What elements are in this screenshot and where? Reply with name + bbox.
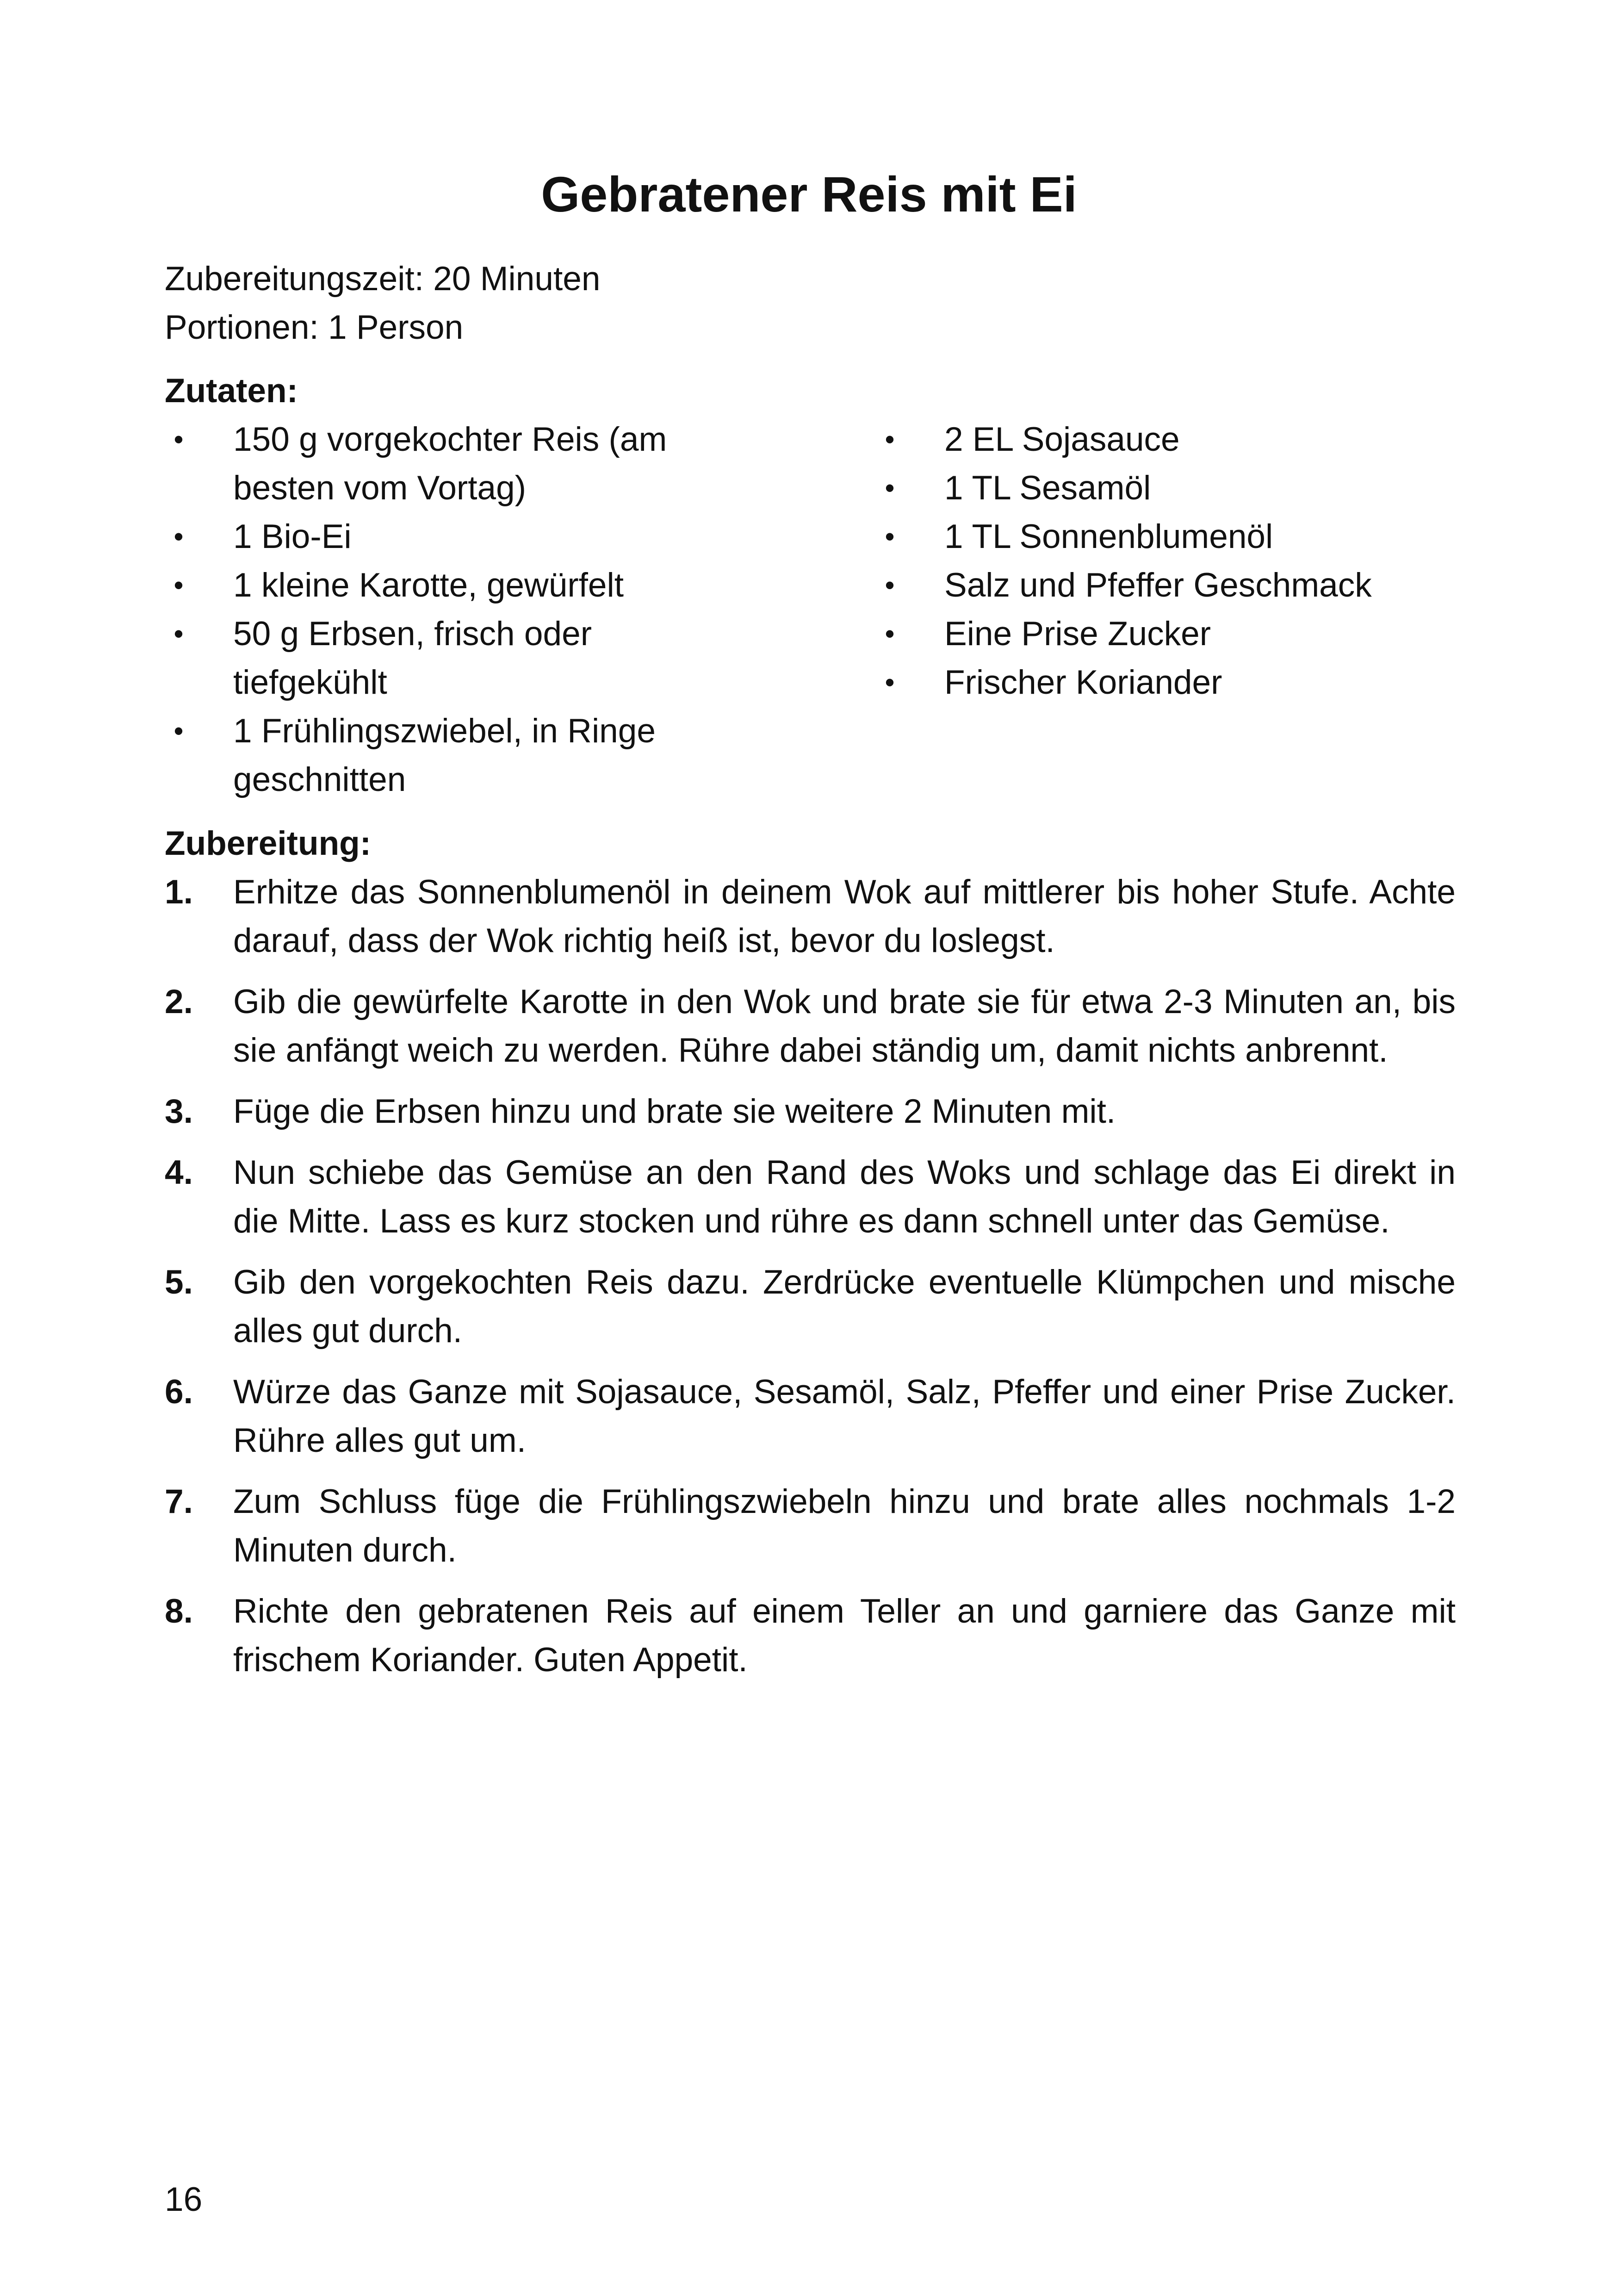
step-number: 3. (165, 1093, 193, 1130)
ingredients-list-right (876, 415, 1477, 707)
bullet-icon: • (885, 473, 895, 504)
bullet-icon: • (174, 521, 184, 552)
step-item (165, 1148, 1456, 1245)
step-number: 1. (165, 873, 193, 911)
step-number: 6. (165, 1373, 193, 1411)
ingredient-item (876, 561, 1477, 610)
bullet-icon: • (174, 424, 184, 455)
ingredient-text: Frischer Koriander (944, 664, 1222, 701)
step-text: Erhitze das Sonnenblumenöl in deinem Wok auf mittlerer bis hoher Stufe. Achte darauf, dass der Wok richtig heiß ist, bevor du loslegst. (233, 873, 1456, 959)
ingredient-text: 1 TL Sesamöl (944, 469, 1151, 507)
step-number: 4. (165, 1154, 193, 1191)
bullet-icon: • (885, 667, 895, 698)
ingredient-item (876, 512, 1477, 561)
ingredient-item (165, 707, 734, 804)
bullet-icon: • (174, 618, 184, 649)
servings: Portionen: 1 Person (165, 309, 464, 346)
step-item (165, 1258, 1456, 1355)
step-text: Nun schiebe das Gemüse an den Rand des Woks und schlage das Ei direkt in die Mitte. Lass es kurz stocken und rühre es dann schnell unter das Gemüse. (233, 1154, 1456, 1240)
bullet-icon: • (885, 618, 895, 649)
step-item (165, 1368, 1456, 1465)
ingredient-item (876, 610, 1477, 658)
preparation-heading: Zubereitung: (165, 825, 372, 862)
step-text: Zum Schluss füge die Frühlingszwiebeln hinzu und brate alles nochmals 1-2 Minuten durch. (233, 1483, 1456, 1569)
step-number: 8. (165, 1593, 193, 1630)
ingredient-text: 1 Frühlingszwiebel, in Ringe geschnitten (233, 712, 656, 798)
bullet-icon: • (885, 424, 895, 455)
step-number: 5. (165, 1263, 193, 1301)
ingredient-text: Eine Prise Zucker (944, 615, 1211, 653)
preparation-steps (165, 868, 1456, 1697)
step-text: Gib den vorgekochten Reis dazu. Zerdrücke eventuelle Klümpchen und mische alles gut durch. (233, 1263, 1456, 1350)
step-number: 7. (165, 1483, 193, 1520)
page-number: 16 (165, 2181, 203, 2218)
ingredient-item (165, 512, 734, 561)
step-number: 2. (165, 983, 193, 1020)
step-item (165, 1587, 1456, 1684)
ingredient-item (876, 464, 1477, 512)
prep-time: Zubereitungszeit: 20 Minuten (165, 260, 601, 298)
ingredient-text: 150 g vorgekochter Reis (am besten vom Vortag) (233, 421, 667, 507)
ingredient-item (165, 561, 734, 610)
ingredient-text: 1 Bio-Ei (233, 518, 352, 555)
recipe-meta (165, 255, 600, 352)
ingredient-text: 1 TL Sonnenblumenöl (944, 518, 1273, 555)
step-item (165, 868, 1456, 965)
ingredient-text: Salz und Pfeffer Geschmack (944, 566, 1372, 604)
ingredient-item (876, 658, 1477, 707)
ingredient-item (165, 610, 734, 707)
bullet-icon: • (174, 570, 184, 601)
ingredients-heading: Zutaten: (165, 372, 298, 410)
step-item (165, 1477, 1456, 1574)
bullet-icon: • (885, 521, 895, 552)
bullet-icon: • (885, 570, 895, 601)
step-item (165, 1087, 1456, 1136)
bullet-icon: • (174, 716, 184, 747)
ingredient-text: 50 g Erbsen, frisch oder tiefgekühlt (233, 615, 592, 701)
step-text: Gib die gewürfelte Karotte in den Wok und brate sie für etwa 2-3 Minuten an, bis sie anfängt weich zu werden. Rühre dabei ständig um, damit nichts anbrennt. (233, 983, 1456, 1069)
ingredient-item (165, 415, 734, 512)
step-text: Würze das Ganze mit Sojasauce, Sesamöl, Salz, Pfeffer und einer Prise Zucker. Rühre alles gut um. (233, 1373, 1456, 1459)
ingredient-text: 1 kleine Karotte, gewürfelt (233, 566, 624, 604)
ingredients-list-left (165, 415, 734, 804)
ingredient-item (876, 415, 1477, 464)
step-text: Füge die Erbsen hinzu und brate sie weitere 2 Minuten mit. (233, 1093, 1116, 1130)
ingredient-text: 2 EL Sojasauce (944, 421, 1180, 458)
step-item (165, 977, 1456, 1075)
recipe-title: Gebratener Reis mit Ei (541, 166, 1077, 222)
step-text: Richte den gebratenen Reis auf einem Teller an und garniere das Ganze mit frischem Koriander. Guten Appetit. (233, 1593, 1456, 1679)
